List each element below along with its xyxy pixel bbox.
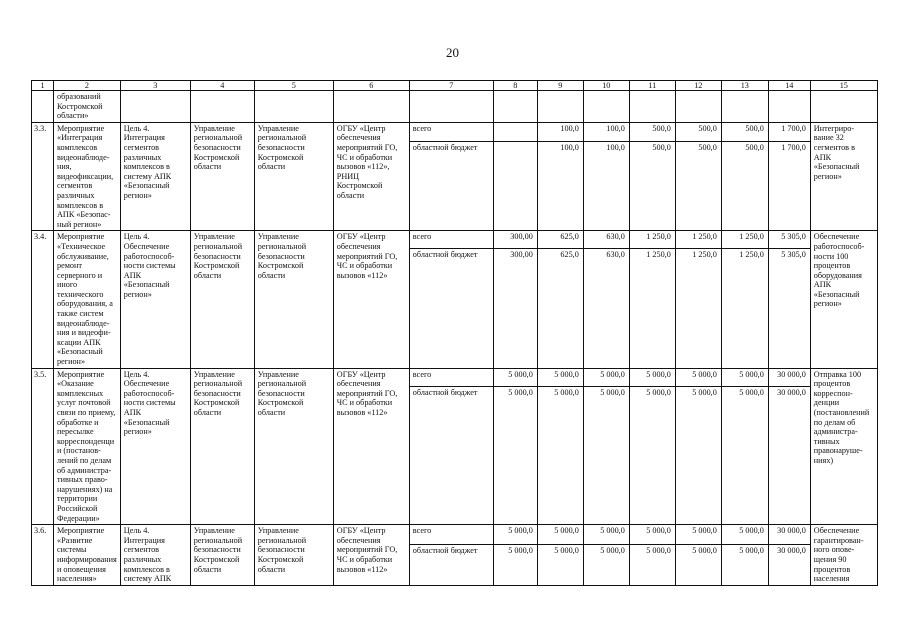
funding-value: 5 000,0 (583, 368, 629, 386)
executor-org: ОГБУ «Центр обеспечения мероприятий ГО, ЧС и обработки вызовов «112» (333, 231, 409, 368)
continuation-text: образований Костромской области» (54, 91, 121, 123)
funding-value: 1 250,0 (675, 231, 721, 249)
measure-activity: Мероприятие «Техническое обслуживание, ремонт серверного и иного технического оборудования, а также систем видеонаблюде-ния и видеофи-ксации АПК «Безопасный регион» (54, 231, 121, 368)
header-cell: 13 (721, 81, 768, 91)
measure-result: Обеспечение работоспособ-ности 100 процентов оборудования АПК «Безопасный регион» (810, 231, 877, 368)
responsible-org: Управление региональной безопасности Костромской области (190, 231, 254, 368)
funding-value: 5 000,0 (493, 386, 537, 524)
funding-value: 1 700,0 (768, 122, 810, 142)
funding-value: 5 000,0 (583, 545, 629, 585)
header-cell: 11 (629, 81, 675, 91)
funding-value: 625,0 (537, 249, 583, 368)
funding-value: 5 000,0 (537, 525, 583, 545)
funding-value: 1 250,0 (721, 231, 768, 249)
measure-activity: Мероприятие «Интеграция комплексов видеонаблюде-ния, видеофиксации, сегментов различных комплексов в АПК «Безопас-ный регион» (54, 122, 121, 231)
funding-value: 5 000,0 (721, 525, 768, 545)
measure-goal: Цель 4. Обеспечение работоспособ-ности системы АПК «Безопасный регион» (120, 231, 190, 368)
funding-value: 5 000,0 (537, 545, 583, 585)
funding-value: 5 000,0 (537, 386, 583, 524)
measure-result: Интегриро-вание 32 сегментов в АПК «Безопасный регион» (810, 122, 877, 231)
funding-value: 300,00 (493, 249, 537, 368)
funding-value: 5 000,0 (493, 545, 537, 585)
header-row (32, 81, 878, 91)
funding-value: 5 000,0 (583, 386, 629, 524)
funding-value: 5 000,0 (583, 525, 629, 545)
funding-value: 1 250,0 (721, 249, 768, 368)
measure-result: Обеспечение гарантирован-ного оповe-щения 90 процентов населения (810, 525, 877, 586)
funding-value: 5 000,0 (493, 368, 537, 386)
funding-value: 5 305,0 (768, 249, 810, 368)
responsible-org: Управление региональной безопасности Костромской области (190, 525, 254, 586)
funding-value (493, 142, 537, 231)
measure-result: Отправка 100 процентов корреспон-денции (постановлений по делам об администра-тивных правонаруше-ниях) (810, 368, 877, 525)
funding-label: всего (409, 525, 493, 545)
header-cell: 6 (333, 81, 409, 91)
funding-value: 5 000,0 (675, 545, 721, 585)
measure-row (32, 122, 878, 142)
funding-label: областной бюджет (409, 142, 493, 231)
page-number: 20 (446, 45, 459, 60)
funding-value: 100,0 (537, 122, 583, 142)
funding-value: 1 250,0 (629, 231, 675, 249)
funding-label: всего (409, 231, 493, 249)
funding-value: 5 000,0 (721, 545, 768, 585)
measure-row (32, 525, 878, 545)
header-cell: 15 (810, 81, 877, 91)
measure-goal: Цель 4. Интеграция сегментов различных комплексов в систему АПК «Безопасный регион» (120, 122, 190, 231)
funding-value: 5 000,0 (675, 368, 721, 386)
funding-value: 5 000,0 (629, 545, 675, 585)
measure-number: 3.6. (32, 525, 54, 586)
executor-org: ОГБУ «Центр обеспечения мероприятий ГО, ЧС и обработки вызовов «112», РНИЦ Костромской области (333, 122, 409, 231)
co-executor-org: Управление региональной безопасности Костромской области (254, 368, 333, 525)
funding-value: 5 000,0 (675, 525, 721, 545)
header-cell: 10 (583, 81, 629, 91)
funding-value: 500,0 (629, 142, 675, 231)
header-cell: 7 (409, 81, 493, 91)
measure-activity: Мероприятие «Оказание комплексных услуг почтовой связи по приему, обработке и пересылке корреспонденци и (постанов-лений по делам об администра-тивных право-нарушениях) на территории Российской Федерации» (54, 368, 121, 525)
funding-value: 500,0 (675, 142, 721, 231)
funding-label: областной бюджет (409, 386, 493, 524)
funding-value: 5 000,0 (537, 368, 583, 386)
funding-value: 500,0 (721, 122, 768, 142)
funding-value: 5 000,0 (629, 525, 675, 545)
funding-value: 500,0 (629, 122, 675, 142)
funding-value: 500,0 (721, 142, 768, 231)
funding-value: 100,0 (583, 142, 629, 231)
funding-value: 5 000,0 (721, 368, 768, 386)
funding-label: областной бюджет (409, 545, 493, 585)
responsible-org: Управление региональной безопасности Костромской области (190, 122, 254, 231)
co-executor-org: Управление региональной безопасности Костромской области (254, 122, 333, 231)
funding-value (493, 122, 537, 142)
header-cell: 4 (190, 81, 254, 91)
funding-label: областной бюджет (409, 249, 493, 368)
funding-label: всего (409, 368, 493, 386)
header-cell: 2 (54, 81, 121, 91)
responsible-org: Управление региональной безопасности Костромской области (190, 368, 254, 525)
continuation-row (32, 91, 878, 123)
funding-value: 5 305,0 (768, 231, 810, 249)
measure-row (32, 368, 878, 386)
co-executor-org: Управление региональной безопасности Костромской области (254, 231, 333, 368)
executor-org: ОГБУ «Центр обеспечения мероприятий ГО, ЧС и обработки вызовов «112» (333, 525, 409, 586)
funding-value: 625,0 (537, 231, 583, 249)
funding-value: 5 000,0 (675, 386, 721, 524)
funding-value: 1 700,0 (768, 142, 810, 231)
funding-value: 100,0 (537, 142, 583, 231)
measure-goal: Цель 4. Обеспечение работоспособ-ности системы АПК «Безопасный регион» (120, 368, 190, 525)
funding-value: 630,0 (583, 231, 629, 249)
header-cell: 12 (675, 81, 721, 91)
funding-value: 1 250,0 (675, 249, 721, 368)
measure-number: 3.5. (32, 368, 54, 525)
header-cell: 14 (768, 81, 810, 91)
funding-value: 30 000,0 (768, 368, 810, 386)
header-cell: 1 (32, 81, 54, 91)
funding-value: 1 250,0 (629, 249, 675, 368)
funding-value: 5 000,0 (721, 386, 768, 524)
funding-label: всего (409, 122, 493, 142)
funding-value: 300,00 (493, 231, 537, 249)
funding-value: 100,0 (583, 122, 629, 142)
measure-goal: Цель 4. Интеграция сегментов различных комплексов в систему АПК (120, 525, 190, 586)
funding-value: 30 000,0 (768, 525, 810, 545)
header-cell: 3 (120, 81, 190, 91)
funding-value: 630,0 (583, 249, 629, 368)
funding-value: 30 000,0 (768, 386, 810, 524)
funding-value: 5 000,0 (629, 386, 675, 524)
measure-number: 3.4. (32, 231, 54, 368)
program-table (31, 80, 878, 586)
header-cell: 8 (493, 81, 537, 91)
funding-value: 5 000,0 (493, 525, 537, 545)
co-executor-org: Управление региональной безопасности Костромской области (254, 525, 333, 586)
funding-value: 500,0 (675, 122, 721, 142)
funding-value: 30 000,0 (768, 545, 810, 585)
measure-activity: Мероприятие «Развитие системы информирования и оповещения населения» (54, 525, 121, 586)
measure-number: 3.3. (32, 122, 54, 231)
funding-value: 5 000,0 (629, 368, 675, 386)
header-cell: 9 (537, 81, 583, 91)
executor-org: ОГБУ «Центр обеспечения мероприятий ГО, ЧС и обработки вызовов «112» (333, 368, 409, 525)
measure-row (32, 231, 878, 249)
header-cell: 5 (254, 81, 333, 91)
